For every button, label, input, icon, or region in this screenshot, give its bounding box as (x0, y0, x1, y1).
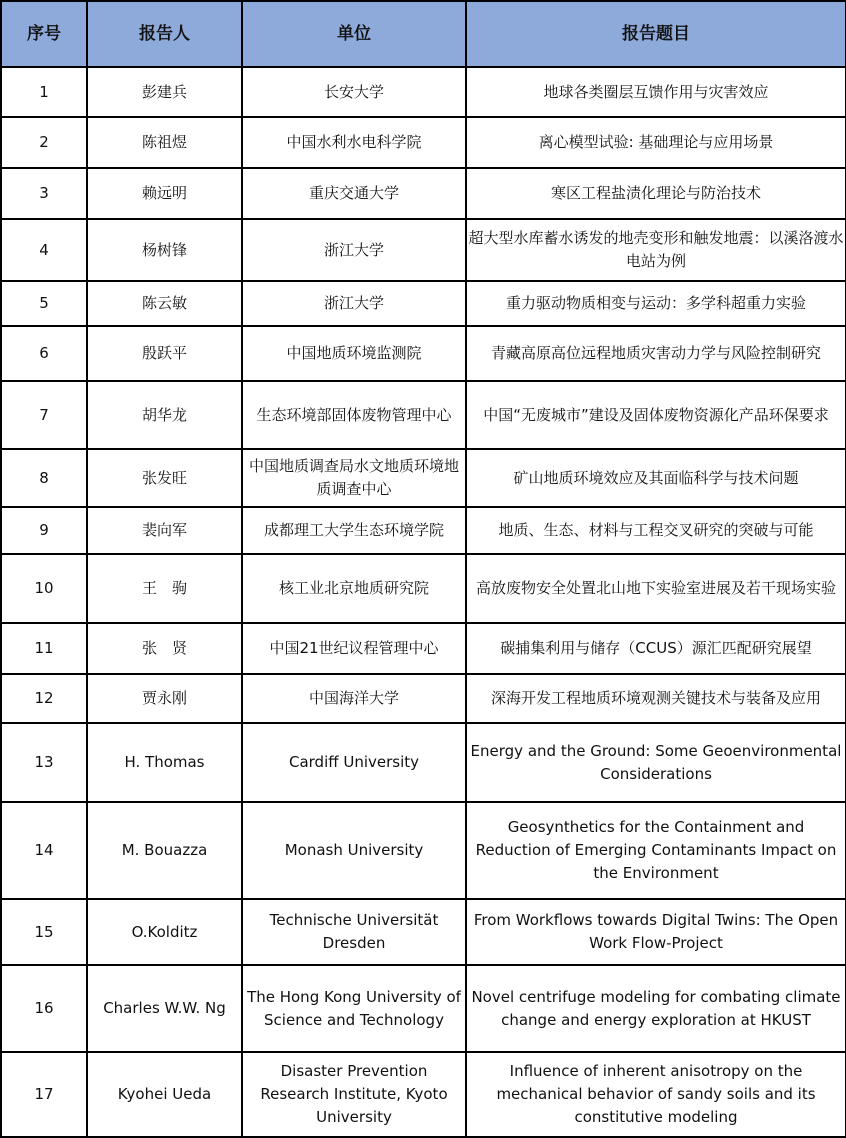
row-number: 9 (1, 507, 87, 554)
speaker-unit: 中国地质环境监测院 (242, 326, 466, 381)
table-row (1, 281, 846, 326)
row-number: 1 (1, 67, 87, 117)
speaker-name: 贾永刚 (87, 674, 242, 723)
row-number: 3 (1, 168, 87, 219)
speaker-unit: 中国水利水电科学院 (242, 117, 466, 168)
report-title: 青藏高原高位远程地质灾害动力学与风险控制研究 (466, 326, 846, 381)
report-title: 寒区工程盐渍化理论与防治技术 (466, 168, 846, 219)
header-row (1, 1, 846, 67)
header-no: 序号 (1, 1, 87, 67)
report-title: 超大型水库蓄水诱发的地壳变形和触发地震：以溪洛渡水电站为例 (466, 219, 846, 281)
table-row (1, 623, 846, 674)
speaker-name: Charles W.W. Ng (87, 965, 242, 1052)
row-number: 4 (1, 219, 87, 281)
table-row (1, 899, 846, 965)
speaker-unit: 中国海洋大学 (242, 674, 466, 723)
speaker-unit: 长安大学 (242, 67, 466, 117)
report-title: Influence of inherent anisotropy on the mechanical behavior of sandy soils and its constitutive modeling (466, 1052, 846, 1137)
table-row (1, 1052, 846, 1137)
speaker-name: 杨树锋 (87, 219, 242, 281)
report-title: 深海开发工程地质环境观测关键技术与装备及应用 (466, 674, 846, 723)
header-speaker: 报告人 (87, 1, 242, 67)
speaker-name: Kyohei Ueda (87, 1052, 242, 1137)
row-number: 15 (1, 899, 87, 965)
report-title: 离心模型试验: 基础理论与应用场景 (466, 117, 846, 168)
row-number: 11 (1, 623, 87, 674)
row-number: 10 (1, 554, 87, 623)
speaker-unit: Monash University (242, 802, 466, 899)
speaker-unit: 浙江大学 (242, 281, 466, 326)
header-unit: 单位 (242, 1, 466, 67)
table-body (1, 67, 846, 1137)
table-row (1, 168, 846, 219)
speaker-name: O.Kolditz (87, 899, 242, 965)
speaker-name: H. Thomas (87, 723, 242, 802)
speaker-name: 陈祖煜 (87, 117, 242, 168)
row-number: 16 (1, 965, 87, 1052)
speaker-unit: 中国地质调查局水文地质环境地质调查中心 (242, 449, 466, 507)
row-number: 2 (1, 117, 87, 168)
speaker-unit: 浙江大学 (242, 219, 466, 281)
table-row (1, 219, 846, 281)
speaker-name: 陈云敏 (87, 281, 242, 326)
report-title: From Workflows towards Digital Twins: The Open Work Flow-Project (466, 899, 846, 965)
speaker-unit: Technische Universität Dresden (242, 899, 466, 965)
table-row (1, 965, 846, 1052)
table-row (1, 326, 846, 381)
report-title: 地球各类圈层互馈作用与灾害效应 (466, 67, 846, 117)
table-row (1, 554, 846, 623)
report-title: 碳捕集利用与储存（CCUS）源汇匹配研究展望 (466, 623, 846, 674)
table-row (1, 723, 846, 802)
report-title: Geosynthetics for the Containment and Reduction of Emerging Contaminants Impact on the Environment (466, 802, 846, 899)
table-row (1, 117, 846, 168)
report-title: 高放废物安全处置北山地下实验室进展及若干现场实验 (466, 554, 846, 623)
speaker-unit: 成都理工大学生态环境学院 (242, 507, 466, 554)
row-number: 17 (1, 1052, 87, 1137)
speaker-name: 殷跃平 (87, 326, 242, 381)
speaker-unit: 生态环境部固体废物管理中心 (242, 381, 466, 449)
speaker-name: M. Bouazza (87, 802, 242, 899)
speaker-name: 彭建兵 (87, 67, 242, 117)
table-row (1, 381, 846, 449)
report-title: 矿山地质环境效应及其面临科学与技术问题 (466, 449, 846, 507)
speaker-name: 胡华龙 (87, 381, 242, 449)
speaker-name: 张发旺 (87, 449, 242, 507)
speaker-unit: The Hong Kong University of Science and Technology (242, 965, 466, 1052)
report-title: Novel centrifuge modeling for combating climate change and energy exploration at HKUST (466, 965, 846, 1052)
row-number: 13 (1, 723, 87, 802)
table-row (1, 674, 846, 723)
speaker-unit: 中国21世纪议程管理中心 (242, 623, 466, 674)
speaker-unit: 核工业北京地质研究院 (242, 554, 466, 623)
row-number: 8 (1, 449, 87, 507)
speaker-name: 张 贤 (87, 623, 242, 674)
speaker-name: 王 驹 (87, 554, 242, 623)
table-row (1, 449, 846, 507)
table-row (1, 507, 846, 554)
speaker-unit: Disaster Prevention Research Institute, Kyoto University (242, 1052, 466, 1137)
speaker-unit: 重庆交通大学 (242, 168, 466, 219)
table-row (1, 67, 846, 117)
row-number: 5 (1, 281, 87, 326)
speaker-name: 赖远明 (87, 168, 242, 219)
speaker-name: 裴向军 (87, 507, 242, 554)
table-row (1, 802, 846, 899)
report-title: 重力驱动物质相变与运动：多学科超重力实验 (466, 281, 846, 326)
row-number: 12 (1, 674, 87, 723)
row-number: 6 (1, 326, 87, 381)
header-title: 报告题目 (466, 1, 846, 67)
report-title: Energy and the Ground: Some Geoenvironmental Considerations (466, 723, 846, 802)
speaker-unit: Cardiff University (242, 723, 466, 802)
report-title: 中国“无废城市”建设及固体废物资源化产品环保要求 (466, 381, 846, 449)
report-title: 地质、生态、材料与工程交叉研究的突破与可能 (466, 507, 846, 554)
row-number: 7 (1, 381, 87, 449)
row-number: 14 (1, 802, 87, 899)
